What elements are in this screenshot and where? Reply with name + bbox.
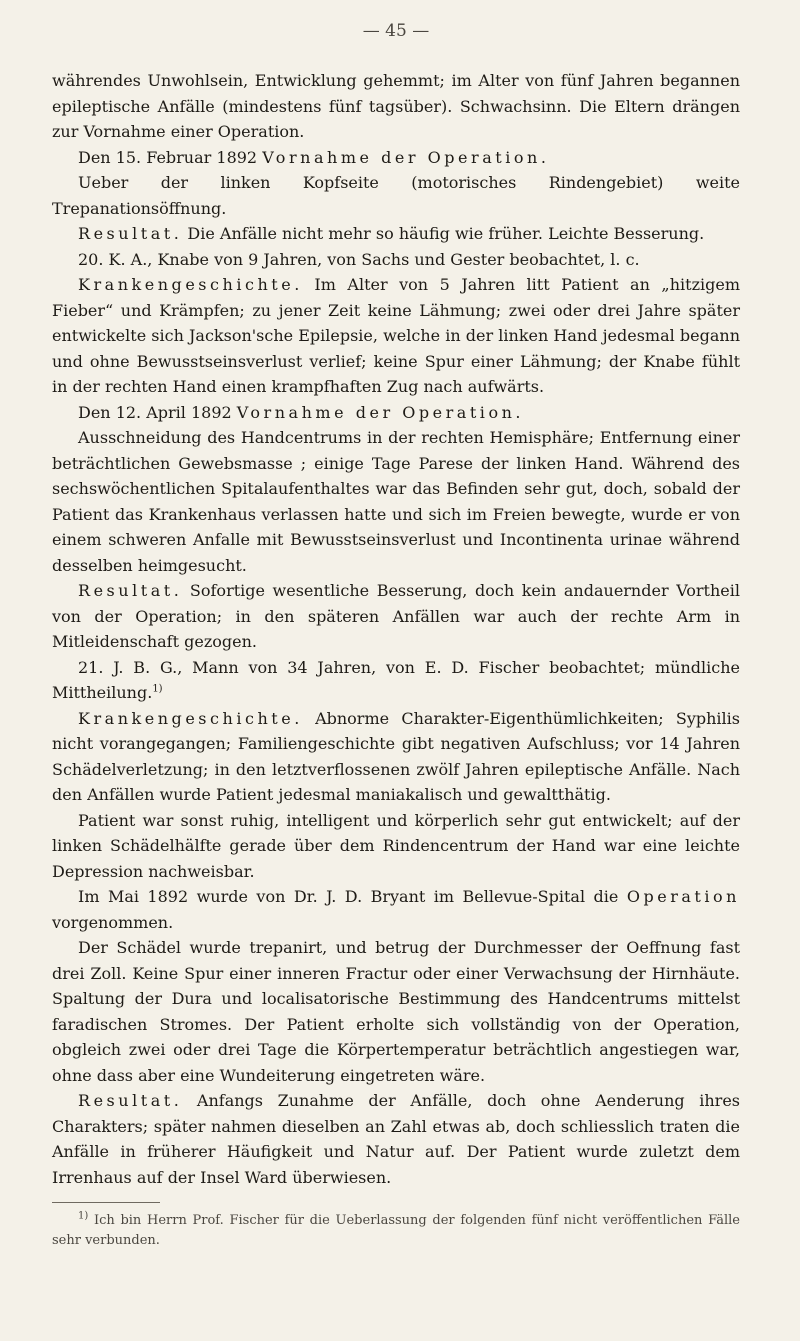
- date-text: Den 15. Februar 1892: [78, 147, 263, 167]
- paragraph-text: Anfangs Zunahme der Anfälle, doch ohne Aenderung ihres Charakters; später nahmen dieselben an Zahl etwas ab, doch schliesslich traten die Anfälle in früherer Häufigkeit und Natur auf. Der Patient wurde zuletzt dem Irrenhaus auf der Insel Ward überwiesen.: [52, 1091, 740, 1187]
- page-number: — 45 —: [362, 21, 430, 41]
- paragraph-text: Sofortige wesentliche Besserung, doch kein andauernder Vortheil von der Operation; in den späteren Anfällen war auch der rechte Arm in Mitleidenschaft gezogen.: [52, 581, 740, 651]
- footnote: [52, 1211, 740, 1251]
- date-text: Den 12. April 1892: [78, 402, 237, 422]
- paragraph-text: währendes Unwohlsein, Entwicklung gehemmt; im Alter von fünf Jahren begannen epileptische Anfälle (mindestens fünf tagsüber). Schwachsinn. Die Eltern drängen zur Vornahme einer Operation.: [52, 71, 740, 141]
- paragraph-text: Patient war sonst ruhig, intelligent und körperlich sehr gut entwickelt; auf der linken Schädelhälfte gerade über dem Rindencentrum der Hand war eine leichte Depression nachweisbar.: [52, 810, 740, 881]
- paragraph: [52, 170, 740, 221]
- paragraph-text: Abnorme Charakter-Eigenthümlichkeiten; Syphilis nicht vorangegangen; Familiengeschichte gibt negativen Aufschluss; vor 14 Jahren Schädelverletzung; in den letztverflossenen zwölf Jahren epileptische Anfälle. Nach den Anfällen wurde Patient jedesmal maniakalisch und gewaltthätig.: [52, 708, 740, 804]
- body-text: [52, 68, 740, 1190]
- paragraph: [52, 68, 740, 145]
- paragraph-text: Der Schädel wurde trepanirt, und betrug der Durchmesser der Oeffnung fast drei Zoll. Keine Spur einer inneren Fractur oder einer Verwachsung der Hirnhäute. Spaltung der Dura und localisatorische Bestimmung des Handcentrums mittelst faradischen Stromes. Der Patient erholte sich vollständig von der Operation, obgleich zwei oder drei Tage die Körpertemperatur beträchtlich angestiegen war, ohne dass aber eine Wundeiterung eingetreten wäre.: [52, 938, 740, 1085]
- paragraph-text: vorgenommen.: [52, 912, 174, 932]
- case-header: [52, 655, 740, 706]
- spaced-heading: Vornahme der Operation.: [262, 147, 550, 167]
- case-history-paragraph: [52, 272, 740, 400]
- operation-paragraph: [52, 884, 740, 935]
- spaced-heading: Resultat.: [78, 581, 183, 600]
- paragraph-text: Die Anfälle nicht mehr so häufig wie früher. Leichte Besserung.: [182, 224, 705, 243]
- footnote-text: Ich bin Herrn Prof. Fischer für die Ueberlassung der folgenden fünf nicht veröffentlichen Fälle sehr verbunden.: [52, 1213, 740, 1248]
- footnote-reference: 1): [152, 683, 163, 695]
- lead-text: Im Mai 1892 wurde von Dr. J. D. Bryant im Bellevue-Spital die: [78, 887, 627, 906]
- operation-heading: [52, 145, 740, 171]
- paragraph: [52, 935, 740, 1088]
- paragraph-text: Ueber der linken Kopfseite (motorisches Rindengebiet) weite Trepanationsöffnung.: [52, 173, 740, 218]
- result-paragraph: [52, 578, 740, 655]
- paragraph: [52, 425, 740, 578]
- spaced-heading: Operation: [626, 887, 740, 906]
- case-history-paragraph: [52, 706, 740, 808]
- result-paragraph: [52, 1088, 740, 1190]
- footnote-marker: 1): [78, 1210, 89, 1222]
- spaced-heading: Vornahme der Operation.: [236, 402, 525, 422]
- operation-heading: [52, 400, 740, 426]
- footnote-divider: [52, 1202, 160, 1203]
- case-header: [52, 247, 740, 273]
- spaced-heading: Resultat.: [78, 1091, 183, 1110]
- spaced-heading: Krankengeschichte.: [78, 275, 303, 294]
- result-paragraph: [52, 221, 740, 247]
- spaced-heading: Krankengeschichte.: [78, 708, 303, 728]
- paragraph-text: 20. K. A., Knabe von 9 Jahren, von Sachs und Gester beobachtet, l. c.: [78, 249, 640, 269]
- paragraph-text: Ausschneidung des Handcentrums in der rechten Hemisphäre; Entfernung einer beträchtlichen Gewebsmasse ; einige Tage Parese der linken Hand. Während des sechswöchentlichen Spitalaufenthaltes war das Befinden sehr gut, doch, sobald der Patient das Krankenhaus verlassen hatte und sich im Freien bewegte, wurde er von einem schweren Anfalle mit Bewusstseinsverlust und Incontinenta urinae während desselben heimgesucht.: [52, 428, 740, 575]
- paragraph-text: Im Alter von 5 Jahren litt Patient an „hitzigem Fieber“ und Krämpfen; zu jener Zeit keine Lähmung; zwei oder drei Jahre später entwickelte sich Jackson'sche Epilepsie, welche in der linken Hand jedesmal begann und ohne Bewusstseinsverlust verlief; keine Spur einer Lähmung; der Knabe fühlt in der rechten Hand einen krampfhaften Zug nach aufwärts.: [52, 275, 740, 396]
- paragraph: [52, 808, 740, 885]
- spaced-heading: Resultat.: [78, 224, 183, 243]
- paragraph-text: 21. J. B. G., Mann von 34 Jahren, von E. D. Fischer beobachtet; mündliche Mittheilung.: [52, 657, 740, 702]
